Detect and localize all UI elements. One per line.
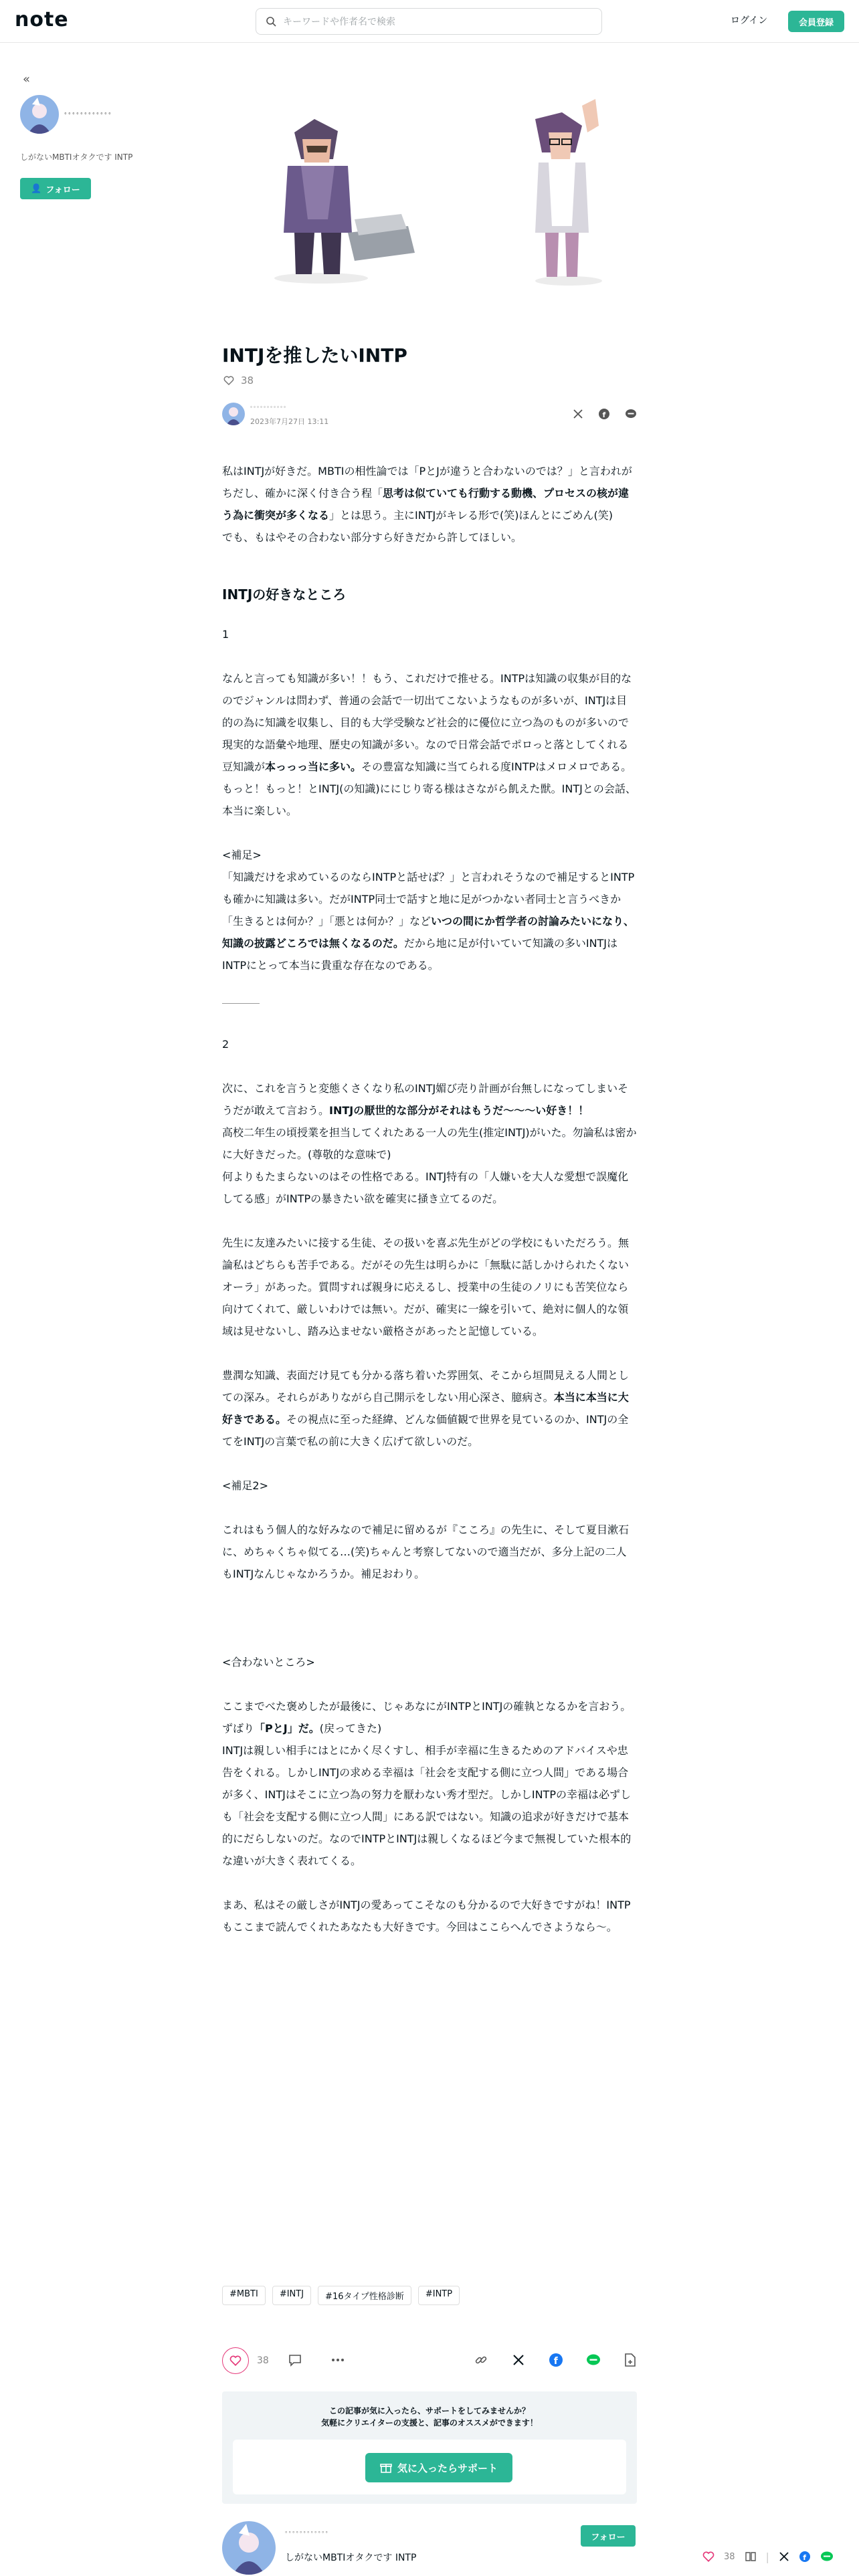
support-button-label: 気に入ったらサポート	[397, 2462, 498, 2474]
like-count: 38	[724, 2551, 735, 2562]
x-share-icon[interactable]	[573, 409, 583, 419]
paragraph: まあ、私はその厳しさがINTJの愛あってこそなのも分かるので大好きですがね！INTPもここまで読んでくれたあなたも大好きです。今回はここらへんでさようなら〜。	[222, 1899, 631, 1933]
gift-icon	[380, 2462, 392, 2474]
avatar[interactable]	[20, 95, 59, 134]
author-avatar[interactable]	[222, 403, 245, 425]
sidebar-author-name[interactable]: ﾟﾟﾟﾟﾟﾟﾟﾟﾟﾟﾟﾟ	[64, 112, 113, 121]
svg-text:f: f	[803, 2553, 807, 2562]
separator: |	[765, 2550, 769, 2563]
site-header	[0, 0, 859, 43]
paragraph: 次に、これを言うと変態くさくなり私のINTJ媚び売り計画が台無しになってしまいそうだが敢えて言おう。INTJの厭世的な部分がそれはもうだ〜〜〜い好き！！	[222, 1082, 629, 1117]
paragraph: <合わないところ>	[222, 1656, 315, 1669]
sidebar-follow-button[interactable]	[20, 178, 91, 199]
heart-icon	[223, 375, 234, 386]
tag-list	[222, 2286, 460, 2305]
like-count: 38	[241, 374, 254, 387]
paragraph: INTJは親しい相手にはとにかく尽くすし、相手が幸福に生きるためのアドバイスや忠告をくれる。しかしINTJの求める幸福は「社会を支配する側に立つ人間」である場合が多く、INTJはそこに立つ為の努力を厭わない秀才型だ。しかしINTPの幸福は必ずしも「社会を支配する側に立つ人間」にある訳ではない。知識の追求が好きだけで基本的にだらしないのだ。なのでINTPとINTJは親しくなるほど今まで無視していた根本的な違いが大きく表れてくる。	[222, 1744, 632, 1867]
article-author-row	[222, 401, 637, 431]
article-hero-image	[221, 99, 636, 300]
share-buttons	[573, 408, 637, 420]
search-icon	[266, 16, 276, 27]
heart-icon[interactable]	[702, 2551, 714, 2563]
support-button[interactable]	[365, 2453, 512, 2482]
facebook-share-icon[interactable]	[549, 2353, 563, 2367]
paragraph: 豊潤な知識、表面だけ見ても分かる落ち着いた雰囲気、そこから垣間見える人間としての深み。それらがありながら自己開示をしない用心深さ、臆病さ。本当に本当に大好きである。その視点に至った経緯、どんな価値観で世界を見ているのか、INTJの全てをINTJの言葉で私の前に大きく広げて欲しいのだ。	[222, 1369, 630, 1448]
x-share-icon[interactable]	[511, 2353, 526, 2367]
paragraph: <補足2>	[222, 1479, 268, 1492]
support-inner-card	[233, 2440, 626, 2494]
article-title: INTJを推したいINTP	[222, 344, 407, 366]
user-plus-icon: 👤	[31, 183, 42, 194]
paragraph: 「知識だけを求めているのならINTPと話せば？」と言われそうなので補足するとINTPも確かに知識は多い。だがINTP同士で話すと地に足がつかない者同士と言うべきか「生きるとは何か？」「悪とは何か？」などいつの間にか哲学者の討論みたいになり、知識の披露どころでは無くなるのだ。だから地に足が付いていて知識の多いINTJはINTPにとって本当に貴重な存在なのである。	[222, 871, 635, 972]
paragraph: 何よりもたまらないのはその性格である。INTJ特有の「人嫌いを大人な愛想で誤魔化してる感」がINTPの暴きたい欲を確実に掻き立てるのだ。	[222, 1170, 629, 1205]
paragraph: 高校二年生の頃授業を担当してくれたある一人の先生(推定INTJ)がいた。勿論私は密かに大好きだった。(尊敬的な意味で)	[222, 1126, 637, 1161]
heart-icon	[229, 2355, 242, 2367]
section-number: 1	[222, 628, 229, 641]
svg-text:f: f	[553, 2356, 558, 2367]
like-count: 38	[257, 2355, 269, 2366]
paragraph: でも、もはやその合わない部分すら好きだから許してほしい。	[222, 531, 522, 544]
paragraph: 先生に友達みたいに接する生徒、その扱いを喜ぶ先生がどの学校にもいただろう。無論私はどちらも苦手である。だがその先生は明らかに「無駄に話しかけられたくないオーラ」があった。質問すれば親身に応えるし、授業中の生徒のノリにも苦笑位なら向けてくれて、厳しいわけでは無い。だが、確実に一線を引いて、絶対に個人的な領域は見せないし、踏み込ませない厳格さがあったと記憶している。	[222, 1237, 630, 1337]
like-summary[interactable]	[223, 374, 254, 387]
embed-icon[interactable]	[624, 2353, 637, 2367]
line-share-icon[interactable]	[586, 2353, 601, 2367]
copy-link-icon[interactable]	[474, 2353, 488, 2367]
facebook-share-icon[interactable]	[799, 2551, 811, 2563]
login-link[interactable]: ログイン	[731, 15, 768, 26]
comment-icon[interactable]	[288, 2353, 302, 2367]
paragraph: なんと言っても知識が多い！！もう、これだけで推せる。INTPは知識の収集が目的なのでジャンルは問わず、普通の会話で一切出てこないようなものが多いが、INTJは目的の為に知識を収集し、目的も大学受験など社会的に優位に立つ為のものが多いので現実的な語彙や地理、歴史の知識が多い。なので日常会話でポロっと落としてくれる豆知識が本っっっ当に多い。その豊富な知識に当てられる度INTPはメロメロである。もっと！もっと！とINTJ(の知識)ににじり寄る様はさながら飢えた獣。INTJとの会話、本当に楽しい。	[222, 672, 636, 817]
paragraph: ここまでべた褒めしたが最後に、じゃあなにがINTPとINTJの確執となるかを言おう。ずばり「PとJ」だ。(戻ってきた)	[222, 1700, 632, 1735]
tag-item[interactable]: #INTJ	[272, 2286, 311, 2305]
support-message: この記事が気に入ったら、サポートをしてみませんか？ 気軽にクリエイターの支援と、記事のオススメができます！	[321, 2406, 538, 2428]
search-placeholder: キーワードや作者名で検索	[283, 17, 395, 27]
publish-date: 2023年7月27日 13:11	[250, 417, 329, 426]
sidebar-author-bio: しがないMBTIオタクです INTP	[20, 152, 133, 162]
footer-author-name[interactable]: ﾟﾟﾟﾟﾟﾟﾟﾟﾟﾟﾟﾟ	[285, 2531, 329, 2539]
article-action-bar	[222, 2343, 637, 2377]
note-logo[interactable]: note	[15, 8, 69, 31]
x-share-icon[interactable]	[779, 2551, 789, 2562]
footer-author-bio: しがないMBTIオタクです INTP	[285, 2553, 417, 2563]
support-box	[222, 2391, 637, 2504]
tag-item[interactable]: #16タイプ性格診断	[318, 2286, 411, 2305]
facebook-share-icon[interactable]	[598, 408, 610, 420]
follow-label: フォロー	[45, 185, 80, 195]
paragraph: 私はINTJが好きだ。MBTIの相性論では「PとJが違うと合わないのでは？」と言われがちだし、確かに深く付き合う程「思考は似ていても行動する動機、プロセスの核が違う為に衝突が多くなる」とは思う。主にINTJがキレる形で(笑)ほんとにごめん(笑)	[222, 465, 632, 522]
section-number: 2	[222, 1038, 229, 1051]
paragraph: <補足>	[222, 849, 262, 861]
tag-item[interactable]: #INTP	[418, 2286, 460, 2305]
search-input[interactable]	[256, 8, 602, 35]
article-body	[222, 460, 637, 1938]
avatar[interactable]	[222, 2521, 276, 2575]
paragraph: これはもう個人的な好みなので補足に留めるが『こころ』の先生に、そして夏目漱石に、めちゃくちゃ似てる…(笑)ちゃんと考察してないので適当だが、多分上記の二人もINTJなんじゃなかろうか。補足おわり。	[222, 1523, 630, 1580]
floating-action-bar	[702, 2545, 856, 2568]
line-share-icon[interactable]	[625, 408, 637, 420]
signup-button[interactable]: 会員登録	[788, 11, 844, 32]
section-heading: INTJの好きなところ	[222, 586, 347, 603]
author-name[interactable]: ﾟﾟﾟﾟﾟﾟﾟﾟﾟﾟﾟ	[250, 407, 287, 414]
like-button[interactable]	[222, 2347, 249, 2374]
more-options-icon[interactable]	[330, 2353, 345, 2367]
line-share-icon[interactable]	[820, 2551, 834, 2563]
svg-text:f: f	[602, 411, 606, 419]
reading-mode-icon[interactable]	[745, 2551, 757, 2563]
tag-item[interactable]: #MBTI	[222, 2286, 266, 2305]
collapse-sidebar-icon[interactable]: «	[23, 72, 31, 86]
section-divider	[222, 1003, 260, 1004]
footer-follow-button[interactable]: フォロー	[581, 2525, 636, 2547]
